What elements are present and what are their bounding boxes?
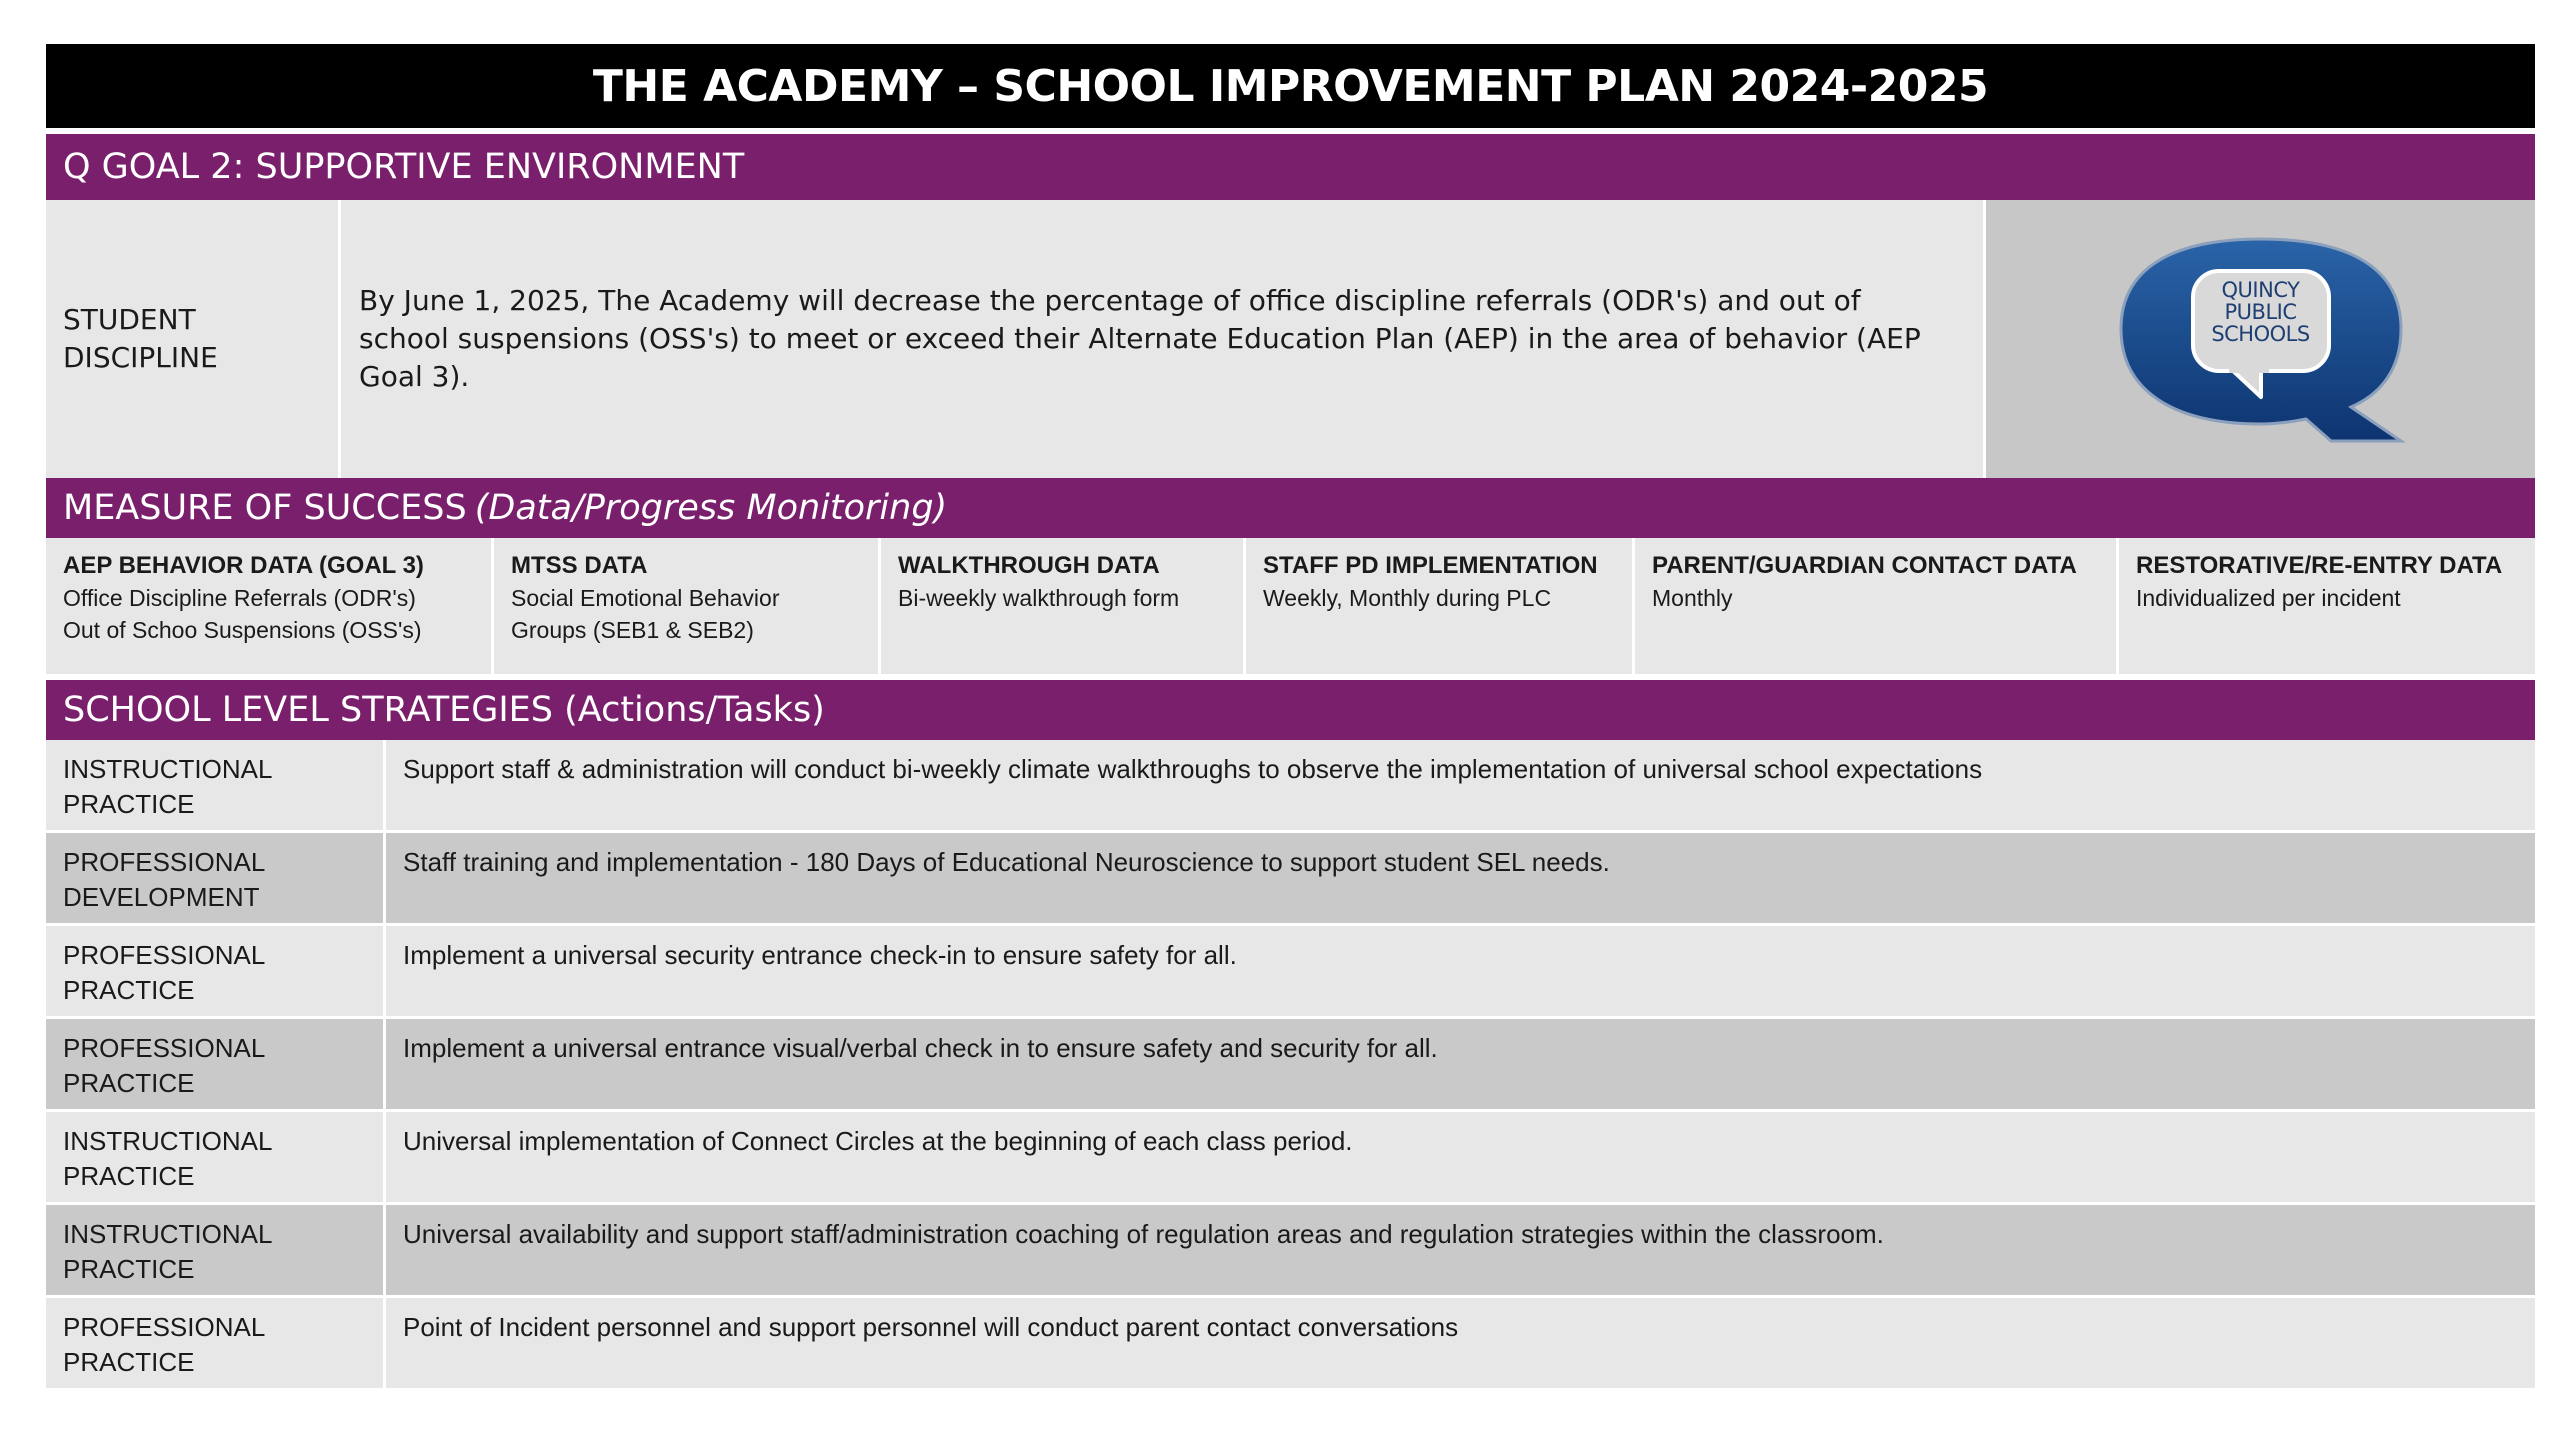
logo-text-line3: SCHOOLS [2211, 322, 2310, 346]
strategy-text: Universal availability and support staff/administration coaching of regulation areas and regulation strategies within the classroom. [403, 1219, 1884, 1249]
measure-band-title: MEASURE OF SUCCESS [63, 488, 467, 528]
logo-text-line2: PUBLIC [2224, 300, 2297, 324]
goal-band [46, 134, 2535, 200]
measure-column-parent-contact [1635, 538, 2119, 674]
goal-label [46, 200, 341, 478]
strategy-text: Universal implementation of Connect Circles at the beginning of each class period. [403, 1126, 1353, 1156]
strategy-text: Support staff & administration will conduct bi-weekly climate walkthroughs to observe the implementation of universal school expectations [403, 754, 1983, 784]
strategy-category-line2: PRACTICE [63, 1254, 195, 1284]
measure-column-mtss [494, 538, 881, 674]
measure-column-aep-behavior [46, 538, 494, 674]
strategy-row [46, 1298, 2535, 1391]
measure-column-head: PARENT/GUARDIAN CONTACT DATA [1652, 552, 2077, 579]
strategy-row [46, 1112, 2535, 1205]
strategy-row [46, 926, 2535, 1019]
logo-panel [1983, 200, 2535, 478]
strategy-category [46, 1298, 386, 1388]
strategy-category-line1: PROFESSIONAL [63, 940, 266, 970]
strategy-text: Point of Incident personnel and support personnel will conduct parent contact conversations [403, 1312, 1459, 1342]
strategy-category [46, 1019, 386, 1109]
goal-row [46, 200, 2535, 478]
goal-statement-text: By June 1, 2025, The Academy will decrease the percentage of office discipline referrals (ODR's) and out of school suspensions (OSS's) to meet or exceed their Alternate Education Plan (AEP) in the area of behavior (AEP Goal 3). [359, 284, 1921, 393]
page-title [46, 44, 2535, 128]
measure-column-head: WALKTHROUGH DATA [898, 552, 1160, 579]
strategy-category-line1: PROFESSIONAL [63, 1033, 266, 1063]
measure-column-line: Groups (SEB1 & SEB2) [511, 617, 754, 643]
quincy-public-schools-logo [2111, 229, 2411, 449]
goal-label-line2: DISCIPLINE [63, 341, 218, 374]
strategy-category-line2: PRACTICE [63, 789, 195, 819]
strategy-category-line1: INSTRUCTIONAL [63, 1126, 273, 1156]
strategy-category-line2: PRACTICE [63, 1161, 195, 1191]
strategies-table [46, 740, 2535, 1391]
strategy-text: Implement a universal security entrance check-in to ensure safety for all. [403, 940, 1237, 970]
strategy-category [46, 740, 386, 830]
goal-statement [341, 200, 1983, 478]
goal-label-line1: STUDENT [63, 303, 196, 336]
strategy-category [46, 926, 386, 1016]
measure-band [46, 478, 2535, 538]
measure-column-line: Office Discipline Referrals (ODR's) [63, 585, 416, 611]
improvement-plan-page [46, 44, 2535, 1391]
strategy-category-line1: PROFESSIONAL [63, 1312, 266, 1342]
strategy-category [46, 1112, 386, 1202]
strategy-category-line2: PRACTICE [63, 975, 195, 1005]
measure-column-head: STAFF PD IMPLEMENTATION [1263, 552, 1598, 579]
measure-column-head: MTSS DATA [511, 552, 648, 579]
measure-column-line: Bi-weekly walkthrough form [898, 585, 1180, 611]
measure-column-head: RESTORATIVE/RE-ENTRY DATA [2136, 552, 2503, 579]
measure-column-line: Individualized per incident [2136, 585, 2401, 611]
measure-column-head: AEP BEHAVIOR DATA (GOAL 3) [63, 552, 424, 579]
strategy-text: Implement a universal entrance visual/verbal check in to ensure safety and security for all. [403, 1033, 1438, 1063]
strategy-text: Staff training and implementation - 180 Days of Educational Neuroscience to support student SEL needs. [403, 847, 1610, 877]
strategy-category [46, 1205, 386, 1295]
measure-column-staff-pd [1246, 538, 1635, 674]
strategy-category-line1: INSTRUCTIONAL [63, 754, 273, 784]
strategy-row [46, 833, 2535, 926]
logo-text [2191, 279, 2331, 345]
strategies-band-text: SCHOOL LEVEL STRATEGIES (Actions/Tasks) [63, 690, 825, 730]
strategy-category-line1: PROFESSIONAL [63, 847, 266, 877]
strategy-category-line2: PRACTICE [63, 1068, 195, 1098]
page-title-text: THE ACADEMY – SCHOOL IMPROVEMENT PLAN 2024-2025 [592, 60, 1989, 112]
goal-band-text: Q GOAL 2: SUPPORTIVE ENVIRONMENT [63, 147, 745, 187]
measure-column-line: Social Emotional Behavior [511, 585, 780, 611]
strategy-category-line2: PRACTICE [63, 1347, 195, 1377]
strategy-row [46, 740, 2535, 833]
strategy-category-line1: INSTRUCTIONAL [63, 1219, 273, 1249]
measure-column-restorative [2119, 538, 2535, 674]
logo-text-line1: QUINCY [2221, 278, 2300, 302]
measure-column-walkthrough [881, 538, 1246, 674]
strategy-category [46, 833, 386, 923]
strategy-row [46, 1019, 2535, 1112]
strategies-band [46, 680, 2535, 740]
measure-column-line: Out of Schoo Suspensions (OSS's) [63, 617, 422, 643]
strategy-row [46, 1205, 2535, 1298]
measure-band-subtitle: (Data/Progress Monitoring) [474, 488, 948, 528]
measure-column-line: Weekly, Monthly during PLC [1263, 585, 1552, 611]
measure-column-line: Monthly [1652, 585, 1733, 611]
measure-row [46, 538, 2535, 674]
strategy-category-line2: DEVELOPMENT [63, 882, 260, 912]
